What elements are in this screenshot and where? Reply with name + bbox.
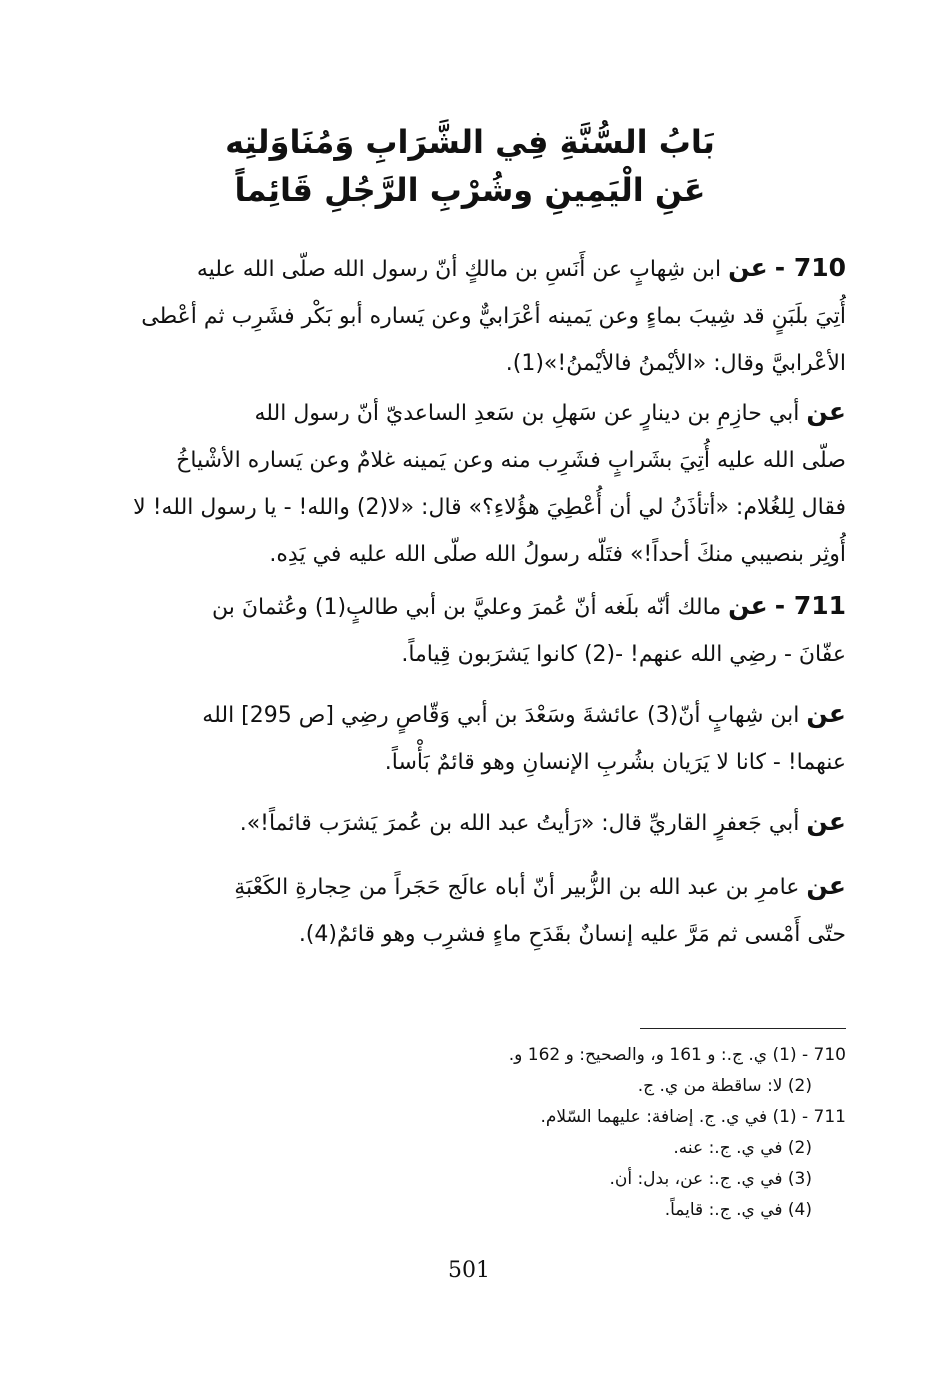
hadith-paragraph xyxy=(130,690,846,786)
text-line xyxy=(130,582,846,631)
text-line: أُوثِر بنصيبي منكَ أحداً!» فتَلّه رسولُ الله صلّى الله عليه في يَدِه. xyxy=(269,542,846,567)
hadith-paragraph xyxy=(130,862,846,958)
text-line xyxy=(130,690,846,739)
text-line xyxy=(130,798,846,847)
footnotes xyxy=(420,1040,846,1226)
hadith-711 xyxy=(130,582,846,678)
text-line: عنهما! - كانا لا يَرَيان بشُربِ الإنسانِ وهو قائمٌ بَأْساً. xyxy=(384,750,846,775)
footnote: (3) في ي. ج.: عن، بدل: أن. xyxy=(609,1169,812,1189)
lead-word: عن xyxy=(806,397,846,426)
lead-word: عن xyxy=(806,807,846,836)
text-line xyxy=(130,388,846,437)
hadith-paragraph xyxy=(130,388,846,578)
footnote: (2) لا: ساقطة من ي. ج. xyxy=(637,1076,812,1096)
text-line: فقال لِلغُلام: «أتأذَنُ لي أن أُعْطِيَ هؤُلاءِ؟» قال: «لا(2) والله! - يا رسول الله! لا xyxy=(133,495,846,520)
line-text: عامرِ بن عبد الله بن الزُّبير أنّ أباه عالَج حَجَراً من حِجارةِ الكَعْبَةِ xyxy=(234,875,800,900)
hadith-number: 710 - xyxy=(774,253,846,282)
lead-word: عن xyxy=(728,591,768,620)
line-text: ابن شِهابٍ أنّ(3) عائشةَ وسَعْدَ بن أبي وَقّاصٍ رضِي [ص 295] الله xyxy=(202,703,800,728)
lead-word: عن xyxy=(806,871,846,900)
text-line: عفّانَ - رضِي الله عنهم! -(2) كانوا يَشرَبون قِياماً. xyxy=(401,642,846,667)
text-line xyxy=(130,862,846,911)
footnote-separator xyxy=(640,1028,846,1029)
text-line: الأعْرابيَّ وقال: «الأيْمنُ فالأيْمنُ!»(1). xyxy=(505,351,846,376)
footnote: 710 - (1) ي. ج.: و 161 و، والصحيح: و 162 و. xyxy=(508,1045,846,1065)
hadith-number: 711 - xyxy=(774,591,846,620)
text-line: حتّى أَمْسى ثم مَرَّ عليه إنسانٌ بقَدَحِ ماءٍ فشرِب وهو قائمٌ(4). xyxy=(298,922,846,947)
page-number: 501 xyxy=(448,1258,490,1283)
footnote: 711 - (1) في ي. ج. إضافة: عليهما السّلام. xyxy=(540,1107,846,1127)
line-text: ابن شِهابٍ عن أَنَسِ بن مالكٍ أنّ رسول الله صلّى الله عليه xyxy=(196,257,722,282)
text-line xyxy=(130,244,846,293)
lead-word: عن xyxy=(806,699,846,728)
line-text: أبي جَعفرٍ القاريِّ قال: «رَأيتُ عبد الله بن عُمرَ يَشرَب قائماً!». xyxy=(239,811,800,836)
hadith-710 xyxy=(130,244,846,387)
footnote: (4) في ي. ج.: قايماً. xyxy=(664,1200,812,1220)
text-line: أُتِيَ بلَبَنٍ قد شِيبَ بماءٍ وعن يَمينه أعْرَابيٌّ وعن يَساره أبو بَكْر فشَرِب ثم أعْطى xyxy=(141,304,846,329)
hadith-paragraph xyxy=(130,798,846,847)
line-text: أبي حازِمِ بن دينارٍ عن سَهلِ بن سَعدِ الساعديّ أنّ رسول الله xyxy=(254,401,800,426)
chapter-heading-line-2: عَنِ الْيَمِينِ وشُرْبِ الرَّجُلِ قَائِماً xyxy=(234,171,706,209)
footnote: (2) في ي. ج.: عنه. xyxy=(673,1138,812,1158)
line-text: مالك أنّه بلَغه أنّ عُمرَ وعليَّ بن أبي طالبٍ(1) وعُثمانَ بن xyxy=(212,595,722,620)
chapter-heading xyxy=(120,118,820,214)
lead-word: عن xyxy=(728,253,768,282)
chapter-heading-line-1: بَابُ السُّنَّةِ فِي الشَّرَابِ وَمُنَاوَلتِه xyxy=(225,123,715,161)
text-line: صلّى الله عليه أُتِيَ بشَرابٍ فشَرِب منه وعن يَمينه غلامٌ وعن يَساره الأشْياخُ xyxy=(176,448,846,473)
